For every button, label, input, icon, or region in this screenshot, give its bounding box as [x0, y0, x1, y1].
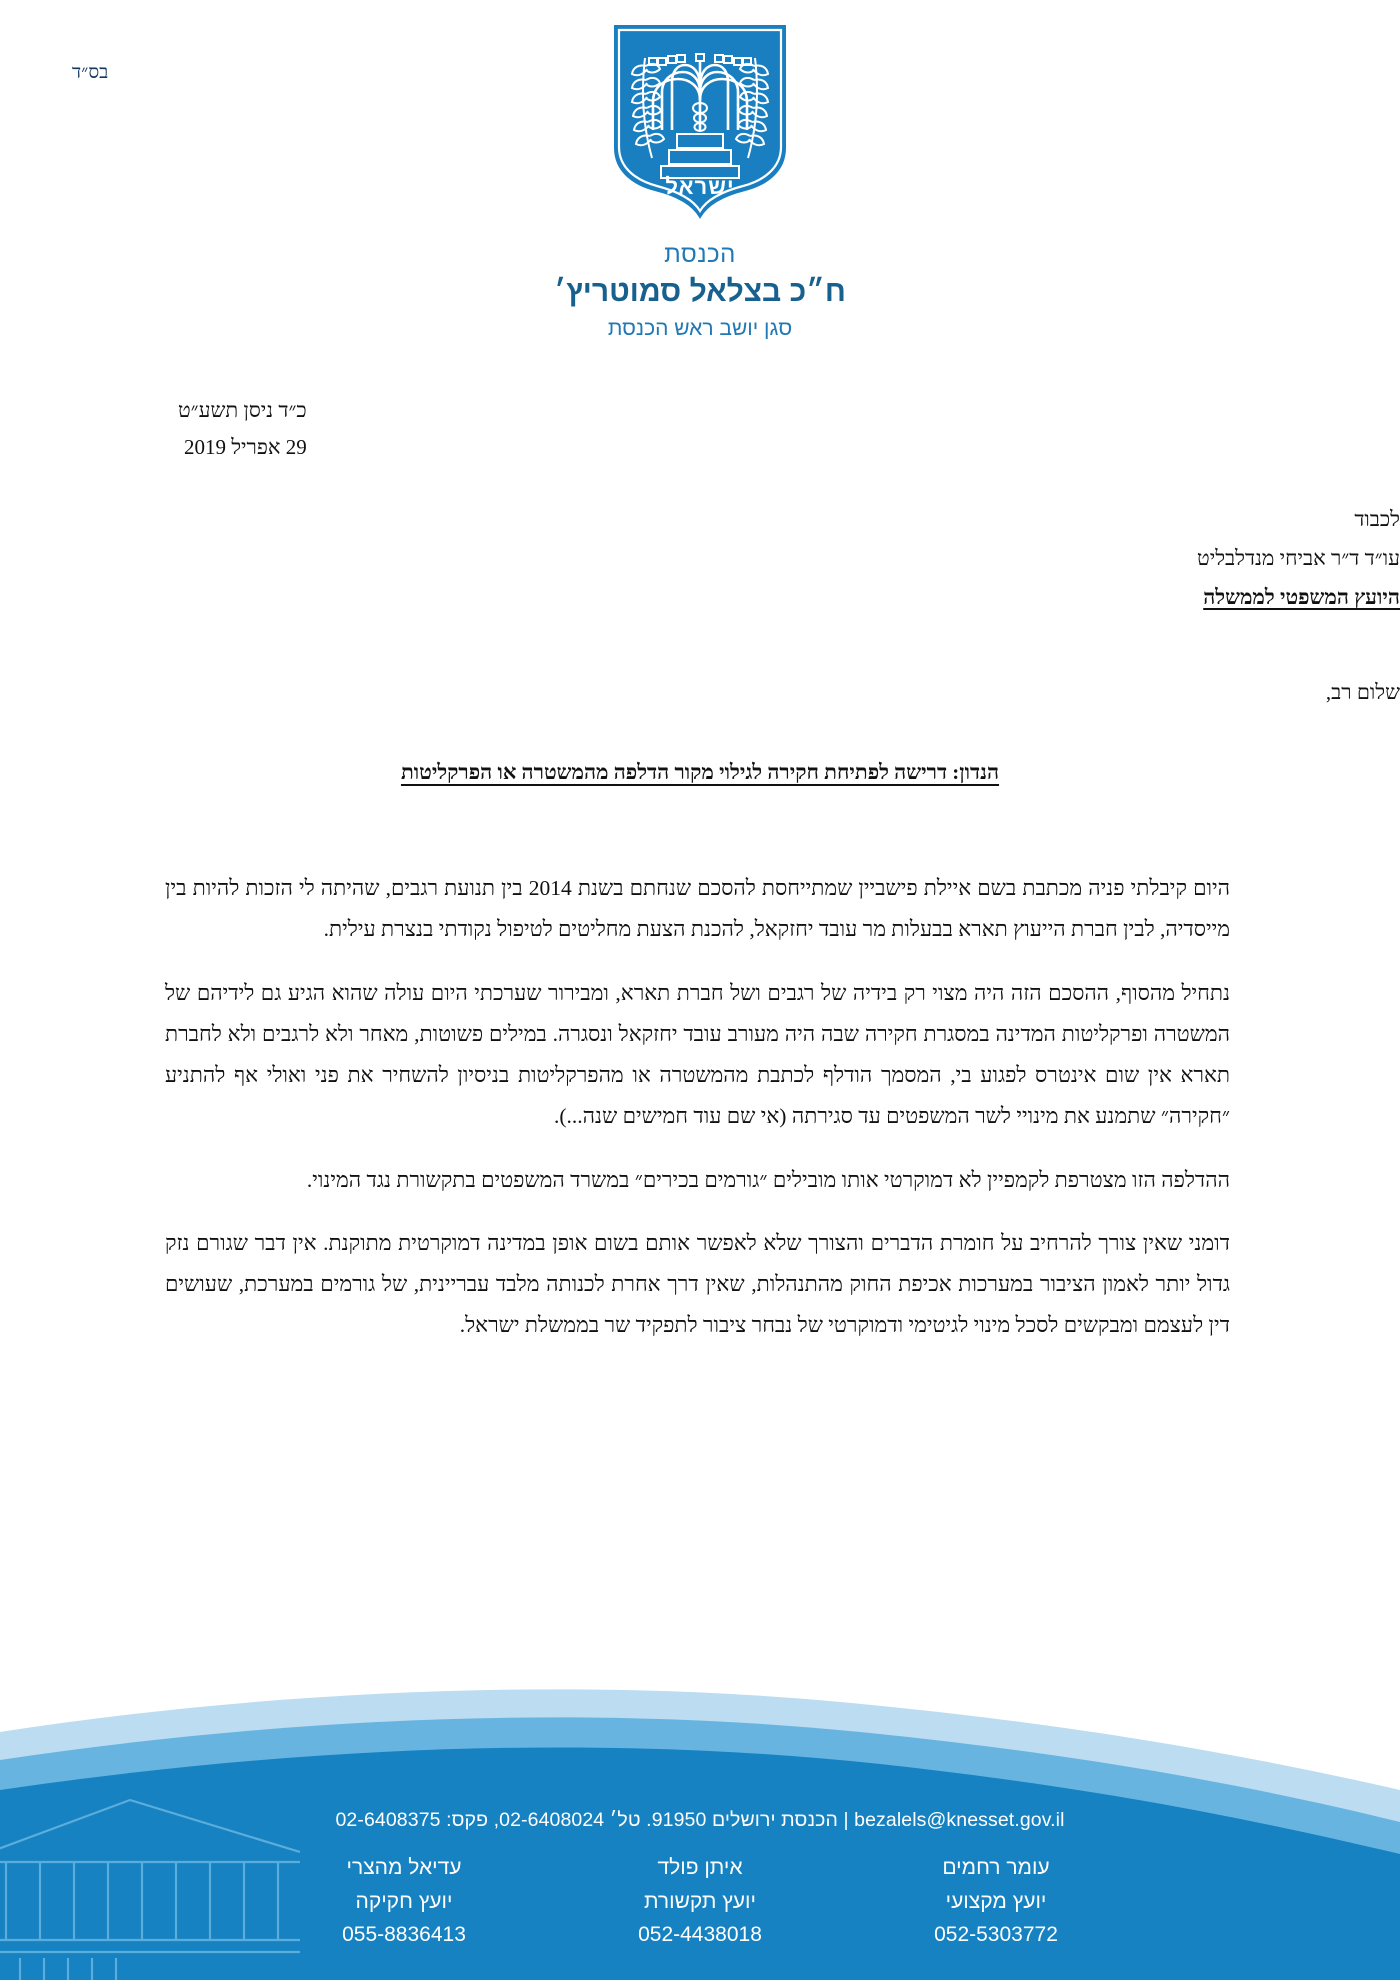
- page-footer: [0, 1640, 1400, 1980]
- date-hebrew: כ״ד ניסן תשע״ט: [178, 398, 307, 422]
- svg-text:ישראל: ישראל: [665, 174, 735, 199]
- staff-phone[interactable]: 055-8836413: [342, 1923, 466, 1947]
- footer-staff-member: [848, 1851, 1144, 1952]
- footer-separator: |: [843, 1809, 849, 1831]
- subject-text: הנדון: דרישה לפתיחת חקירה לגילוי מקור הדלפה מהמשטרה או הפרקליטות: [400, 760, 1000, 784]
- footer-staff-list: [0, 1851, 1400, 1952]
- letterhead-organization: הכנסת: [664, 241, 736, 268]
- staff-role: יועץ חקיקה: [355, 1889, 453, 1913]
- footer-email[interactable]: bezalels@knesset.gov.il: [854, 1809, 1065, 1831]
- letter-body: [165, 868, 1230, 1347]
- staff-name: איתן פולד: [657, 1856, 743, 1880]
- letterhead-role: סגן יושב ראש הכנסת: [607, 317, 793, 340]
- body-paragraph-4: דומני שאין צורך להרחיב על חומרת הדברים והצורך שלא לאפשר אותם בשום אופן במדינה דמוקרטית מתוקנת. אין דבר שגורם נזק גדול יותר לאמון הציבור במערכות אכיפת החוק מהתנהלות, שאין דרך אחרת לכנותה מלבד עבריינית, של גורמים במערכת, שעושים דין לעצמם ומבקשים לסכל מינוי לגיטימי ודמוקרטי של נבחר ציבור לתפקיד שר בממשלת ישראל.: [165, 1230, 1230, 1338]
- footer-staff-member: [552, 1851, 848, 1952]
- staff-role: יועץ מקצועי: [945, 1889, 1047, 1913]
- emblem-container: [0, 22, 1400, 242]
- bsd-text: בס״ד: [72, 62, 109, 83]
- date-gregorian: 29 אפריל 2019: [183, 434, 307, 459]
- addressee-title: היועץ המשפטי לממשלה: [1203, 584, 1400, 609]
- subject-line: [0, 760, 1400, 785]
- addressee-person: עו״ד ד״ר אביחי מנדלבליט: [1197, 545, 1400, 570]
- footer-contact-line: [0, 1809, 1400, 1832]
- staff-name: עומר רחמים: [942, 1856, 1050, 1880]
- israel-state-emblem-icon: [605, 22, 795, 237]
- staff-phone[interactable]: 052-4438018: [638, 1923, 762, 1947]
- addressee-salutation: לכבוד: [1354, 507, 1400, 531]
- footer-address-phone: הכנסת ירושלים 91950. טל׳ 02-6408024, פקס: 02-6408375: [335, 1809, 838, 1831]
- addressee-block: [0, 500, 1400, 617]
- letterhead: [0, 240, 1400, 343]
- date-block: [178, 392, 307, 466]
- footer-staff-member: [256, 1851, 552, 1952]
- body-paragraph-3: ההדלפה הזו מצטרפת לקמפיין לא דמוקרטי אותו מובילים ״גורמים בכירים״ במשרד המשפטים בתקשורת נגד המינוי.: [306, 1167, 1230, 1192]
- greeting-line: שלום רב,: [1325, 680, 1400, 704]
- staff-role: יועץ תקשורת: [644, 1889, 756, 1913]
- body-paragraph-1: היום קיבלתי פניה מכתבת בשם איילת פישביין שמתייחסת להסכם שנחתם בשנת 2014 בין תנועת רגבים, שהיתה לי הזכות להיות בין מייסדיה, לבין חברת הייעוץ תארא בבעלות מר עובד יחזקאל, להכנת הצעת מחליטים לטיפול נקודתי בנצרת עילית.: [165, 876, 1230, 942]
- body-paragraph-2: נתחיל מהסוף, ההסכם הזה היה מצוי רק בידיה של רגבים ושל חברת תארא, ומבירור שערכתי היום עולה שהוא הגיע גם לידיהם של המשטרה ופרקליטות המדינה במסגרת חקירה שבה היה מעורב עובד יחזקאל ונסגרה. במילים פשוטות, מאחר ולא לרגבים ולא לחברת תארא אין שום אינטרס לפגוע בי, המסמך הודלף לכתבת מהמשטרה או מהפרקליטות בניסיון להשחיר את פני ואולי אף להתניע ״חקירה״ שתמנע את מינויי לשר המשפטים עד סגירתה (אי שם עוד חמישים שנה...).: [165, 980, 1230, 1129]
- staff-name: עדיאל מהצרי: [346, 1856, 462, 1880]
- staff-phone[interactable]: 052-5303772: [934, 1923, 1058, 1947]
- letterhead-member-name: ח״כ בצלאל סמוטריץ׳: [554, 275, 846, 308]
